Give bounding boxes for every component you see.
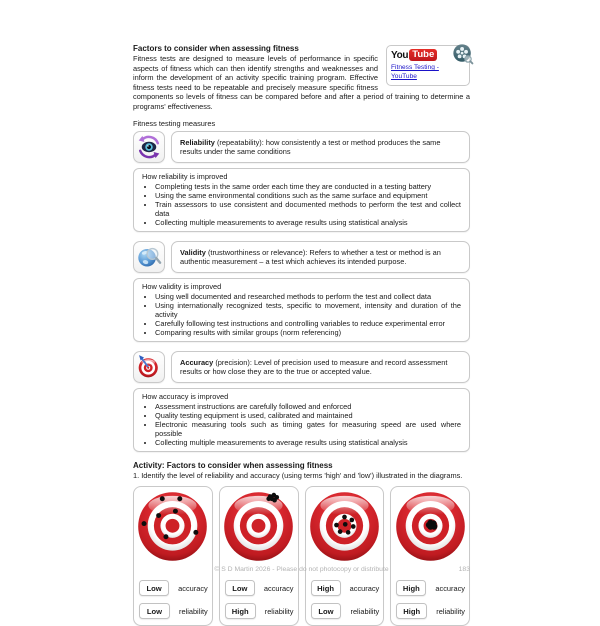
bullet: • Carefully following test instructions and controlling variables to reduce experimental error [155, 319, 461, 328]
measure-row-validity [133, 241, 470, 273]
measure-desc: (precision): Level of precision used to measure and record assessment results or how close they are to the true or accepted value. [180, 357, 448, 376]
bullet: • Comparing results with similar groups (norm referencing) [155, 328, 461, 337]
bullet: • Collecting multiple measurements to average results using statistical analysis [155, 218, 461, 227]
reliability-answer-box: Low [311, 603, 342, 619]
measure-row-accuracy [133, 351, 470, 383]
improvement-box-reliability [133, 168, 470, 232]
improvement-heading: How validity is improved [142, 282, 222, 291]
globe-magnifier-icon [133, 241, 165, 273]
measure-row-reliability [133, 131, 470, 163]
reliability-answer-row [396, 603, 465, 619]
improvement-heading: How accuracy is improved [142, 392, 229, 401]
improvement-box-validity [133, 278, 470, 342]
accuracy-answer-row [396, 580, 465, 596]
accuracy-answer-box: High [311, 580, 341, 596]
repeat-eye-icon [133, 131, 165, 163]
improvement-list [142, 182, 461, 227]
accuracy-label: accuracy [263, 583, 294, 593]
answer-rows [139, 573, 208, 619]
reliability-label: reliability [178, 606, 208, 616]
accuracy-answer-row [225, 580, 294, 596]
activity-instruction: 1. Identify the level of reliability and accuracy (using terms 'high' and 'low') illustrated in the diagrams. [133, 471, 463, 480]
target-dart-icon [133, 351, 165, 383]
measure-term: Accuracy [180, 357, 214, 367]
copyright-text: © S D Martin 2026 - Please do not photocopy or distribute [214, 566, 389, 573]
youtube-logo-you: You [391, 49, 409, 61]
answer-rows [311, 573, 380, 619]
measure-definition-reliability [171, 131, 470, 163]
measure-desc: (repeatability): how consistently a test or method produces the same results under the same conditions [180, 137, 441, 156]
activity-title: Activity: Factors to consider when assessing fitness [133, 461, 333, 470]
reliability-label: reliability [350, 606, 380, 616]
bullet: • Electronic measuring tools such as timing gates for measuring speed are used where possible [155, 420, 461, 438]
measure-definition-accuracy [171, 351, 470, 383]
reliability-answer-box: High [225, 603, 256, 619]
youtube-link-line2: YouTube [391, 72, 417, 80]
improvement-list [142, 402, 461, 447]
youtube-link-box[interactable] [386, 45, 470, 86]
target-card-1 [133, 486, 213, 626]
page-content [133, 44, 470, 626]
reliability-answer-box: High [396, 603, 427, 619]
target-card-3 [305, 486, 385, 626]
bullet: • Using internationally recognized tests, specific to movement, intensity and duration of the activity [155, 301, 461, 319]
reliability-label: reliability [264, 606, 294, 616]
accuracy-label: accuracy [178, 583, 208, 593]
measure-desc: (trustworthiness or relevance): Refers to whether a test or method is an authentic measurement – a test which achieves its intended purpose. [180, 247, 441, 266]
bullet: • Assessment instructions are carefully followed and enforced [155, 402, 461, 411]
bullet: • Quality testing equipment is used, calibrated and maintained [155, 411, 461, 420]
answer-rows [396, 573, 465, 619]
dartboard-diagram-4 [394, 490, 467, 563]
youtube-logo-tube: Tube [409, 49, 437, 61]
measures-section-label: Fitness testing measures [133, 119, 216, 128]
bullet: • Train assessors to use consistent and documented methods to perform the test and collect data [155, 200, 461, 218]
reliability-label: reliability [436, 606, 465, 616]
target-card-4 [390, 486, 470, 626]
dartboard-diagram-2 [222, 490, 295, 563]
reliability-answer-row [311, 603, 380, 619]
bullet: • Collecting multiple measurements to average results using statistical analysis [155, 438, 461, 447]
page-footer [133, 566, 470, 573]
intro-paragraph: Fitness tests are designed to measure levels of performance in specific aspects of fitness which can then identify strengths and weaknesses and inform the development of an activity specific training program. Effective fitness tests need to be repeatable and precisely measure specific fitness components so levels of fitness can be compared before and after a period of training to determine a programs' effectiveness. [133, 54, 470, 111]
bullet: • Using the same environmental conditions such as the same surface and equipment [155, 191, 461, 200]
page-title: Factors to consider when assessing fitness [133, 44, 299, 53]
accuracy-label: accuracy [349, 583, 380, 593]
measure-term: Validity [180, 247, 206, 257]
page-number: 183 [458, 566, 470, 573]
measure-definition-validity [171, 241, 470, 273]
dartboard-diagram-3 [308, 490, 381, 563]
accuracy-label: accuracy [435, 583, 465, 593]
measure-term: Reliability [180, 137, 215, 147]
accuracy-answer-box: Low [225, 580, 255, 596]
bullet: • Using well documented and researched methods to perform the test and collect data [155, 292, 461, 301]
youtube-link-line1: Fitness Testing - [391, 64, 439, 71]
bullet: • Completing tests in the same order each time they are conducted in a testing battery [155, 182, 461, 191]
improvement-heading: How reliability is improved [142, 172, 228, 181]
improvement-box-accuracy [133, 388, 470, 452]
accuracy-answer-box: High [396, 580, 426, 596]
reliability-answer-row [225, 603, 294, 619]
reliability-answer-box: Low [139, 603, 170, 619]
accuracy-answer-row [311, 580, 380, 596]
film-reel-magnifier-icon [452, 43, 474, 70]
accuracy-answer-row [139, 580, 208, 596]
target-card-2 [219, 486, 299, 626]
improvement-list [142, 292, 461, 337]
target-cards [133, 486, 470, 626]
accuracy-answer-box: Low [139, 580, 169, 596]
answer-rows [225, 573, 294, 619]
reliability-answer-row [139, 603, 208, 619]
dartboard-diagram-1 [136, 490, 209, 563]
